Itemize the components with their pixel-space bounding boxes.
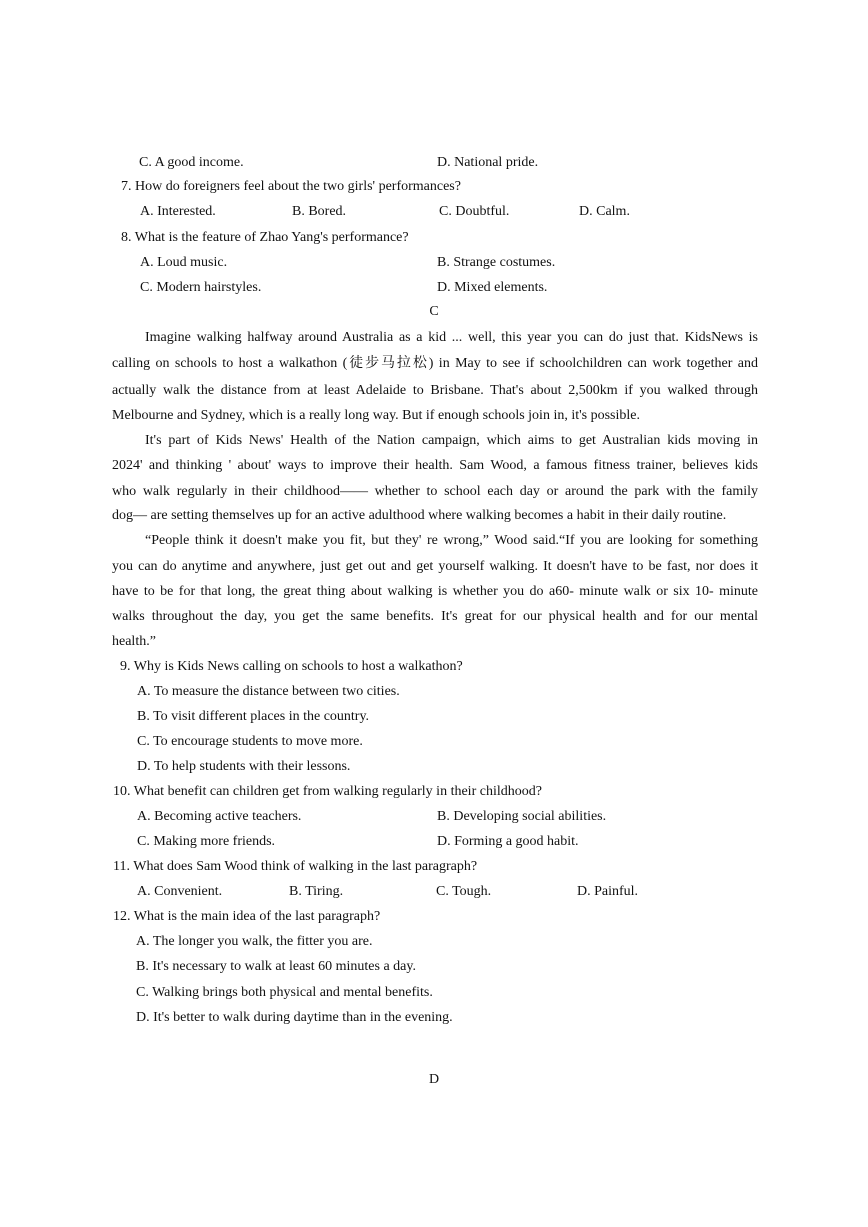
- passage-p1-line-1: Imagine walking halfway around Australia as a kid ... well, this year you can do just that. KidsNews is: [145, 330, 758, 345]
- q10-option-c: C. Making more friends.: [137, 834, 276, 849]
- q8-option-c: C. Modern hairstyles.: [140, 280, 262, 295]
- q12-option-b: B. It's necessary to walk at least 60 minutes a day.: [136, 959, 416, 974]
- q8-option-a: A. Loud music.: [140, 255, 228, 270]
- q6-option-c: C. A good income.: [139, 155, 244, 170]
- q12-option-a: A. The longer you walk, the fitter you are.: [136, 934, 373, 949]
- q10-question: 10. What benefit can children get from walking regularly in their childhood?: [113, 784, 542, 799]
- q7-option-c: C. Doubtful.: [439, 204, 510, 219]
- passage-p2-line-2: 2024' and thinking ' about' ways to improve their health. Sam Wood, a famous fitness trainer, believes kids: [112, 458, 758, 473]
- q9-option-d: D. To help students with their lessons.: [137, 759, 351, 774]
- q7-option-d: D. Calm.: [579, 204, 630, 219]
- q8-option-b: B. Strange costumes.: [437, 255, 556, 270]
- q12-option-c: C. Walking brings both physical and mental benefits.: [136, 985, 433, 1000]
- passage-p3-line-4: walks throughout the day, you get the same benefits. It's great for our physical health and for our mental: [112, 609, 758, 624]
- q7-option-b: B. Bored.: [292, 204, 347, 219]
- q12-option-d: D. It's better to walk during daytime than in the evening.: [136, 1010, 453, 1025]
- q8-option-d: D. Mixed elements.: [437, 280, 548, 295]
- passage-p3-line-2: you can do anytime and anywhere, just get out and get yourself walking. It doesn't have to be fast, nor does it: [112, 559, 758, 574]
- q11-option-d: D. Painful.: [577, 884, 639, 899]
- section-c-heading: C: [429, 304, 439, 319]
- passage-p2-line-3: who walk regularly in their childhood—— whether to school each day or around the park with the family: [112, 484, 758, 499]
- q9-option-c: C. To encourage students to move more.: [137, 734, 363, 749]
- passage-p3-line-3: have to be for that long, the great thing about walking is whether you do a60- minute walk or six 10- minute: [112, 584, 758, 599]
- q12-question: 12. What is the main idea of the last paragraph?: [113, 909, 381, 924]
- q6-option-d: D. National pride.: [437, 155, 539, 170]
- passage-p2-line-1: It's part of Kids News' Health of the Nation campaign, which aims to get Australian kids moving in: [145, 433, 758, 448]
- passage-p1-line-4: Melbourne and Sydney, which is a really long way. But if enough schools join in, it's possible.: [112, 408, 640, 423]
- q11-option-b: B. Tiring.: [289, 884, 344, 899]
- passage-p3-line-5: health.”: [112, 634, 156, 649]
- q11-option-a: A. Convenient.: [137, 884, 223, 899]
- q9-question: 9. Why is Kids News calling on schools to host a walkathon?: [120, 659, 463, 674]
- q10-option-a: A. Becoming active teachers.: [137, 809, 302, 824]
- passage-p3-line-1: “People think it doesn't make you fit, but they' re wrong,” Wood said.“If you are looking for something: [145, 533, 758, 548]
- passage-p1-line-3: actually walk the distance from at least Adelaide to Brisbane. That's about 2,500km if you walked through: [112, 383, 758, 398]
- q9-option-b: B. To visit different places in the country.: [137, 709, 370, 724]
- q9-option-a: A. To measure the distance between two cities.: [137, 684, 400, 699]
- q10-option-d: D. Forming a good habit.: [437, 834, 579, 849]
- q7-question: 7. How do foreigners feel about the two girls' performances?: [121, 179, 461, 194]
- passage-p1-line-2: calling on schools to host a walkathon (徒步马拉松) in May to see if schoolchildren can work together and: [112, 356, 758, 371]
- section-d-heading: D: [428, 1072, 440, 1087]
- q11-option-c: C. Tough.: [436, 884, 492, 899]
- q8-question: 8. What is the feature of Zhao Yang's performance?: [121, 230, 409, 245]
- passage-p2-line-4: dog— are setting themselves up for an active adulthood where walking becomes a habit in their daily routine.: [112, 508, 727, 523]
- q11-question: 11. What does Sam Wood think of walking in the last paragraph?: [113, 859, 478, 874]
- q10-option-b: B. Developing social abilities.: [437, 809, 607, 824]
- q7-option-a: A. Interested.: [140, 204, 216, 219]
